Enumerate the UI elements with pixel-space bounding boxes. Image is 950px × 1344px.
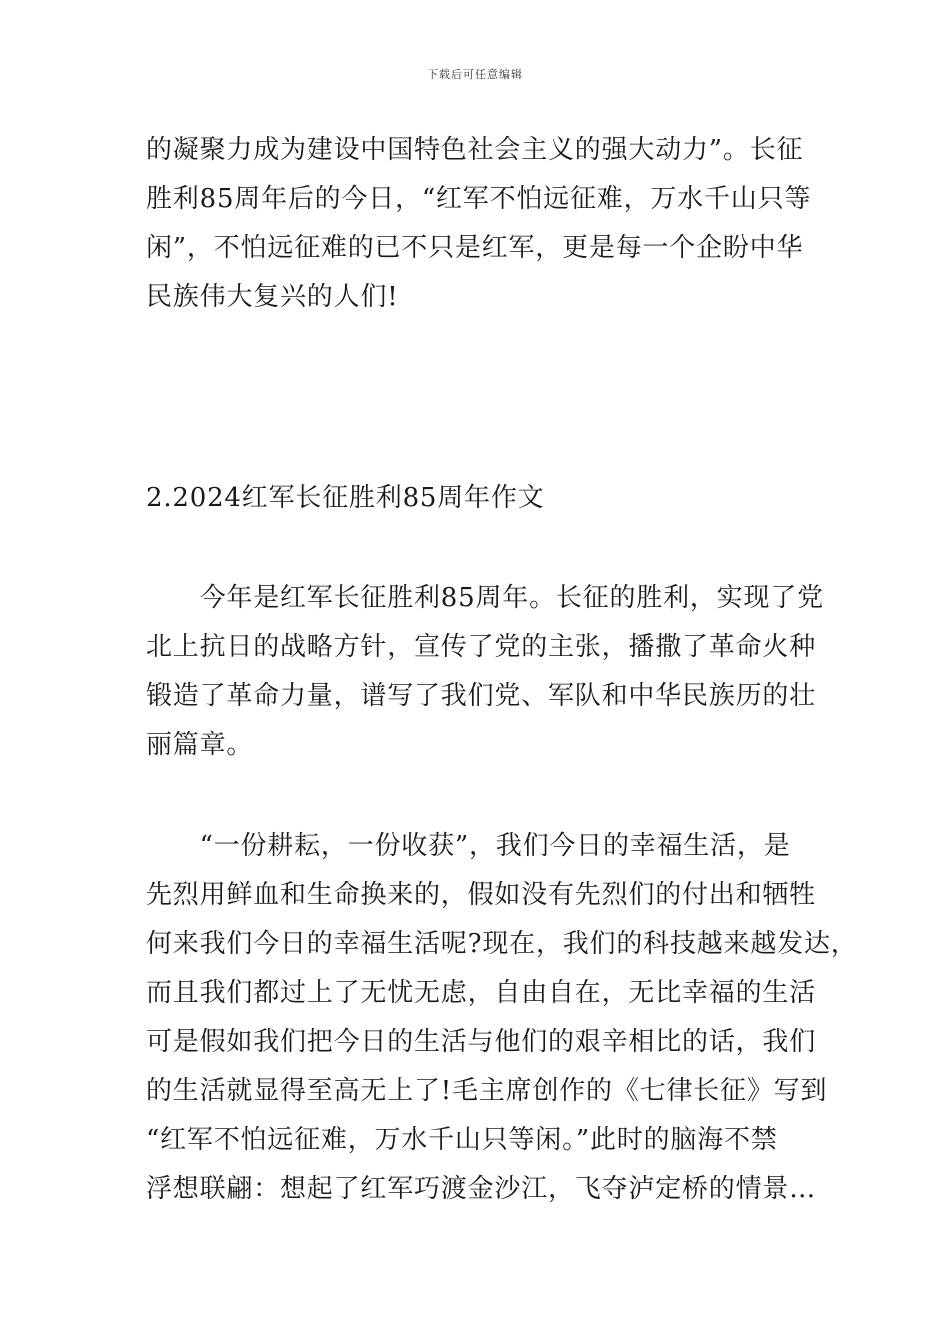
- paragraph-3-line-6: 的生活就显得至高无上了!毛主席创作的《七律长征》写到: [146, 1076, 828, 1106]
- paragraph-1-line-3: 闲”，不怕远征难的已不只是红军，更是每一个企盼中华: [146, 233, 804, 263]
- paragraph-2-line-4: 丽篇章。: [146, 730, 254, 760]
- section-heading: 2.2024红军长征胜利85周年作文: [146, 483, 545, 513]
- paragraph-1-line-4: 民族伟大复兴的人们!: [146, 282, 399, 312]
- paragraph-2-line-2: 北上抗日的战略方针，宣传了党的主张，播撒了革命火种: [146, 632, 817, 662]
- paragraph-3-line-3: 何来我们今日的幸福生活呢?现在，我们的科技越来越发达，: [146, 929, 858, 959]
- paragraph-3-line-5: 可是假如我们把今日的生活与他们的艰辛相比的话，我们: [146, 1027, 817, 1057]
- paragraph-2-line-3: 锻造了革命力量，谱写了我们党、军队和中华民族历的壮: [146, 681, 817, 711]
- paragraph-1-line-2: 胜利85周年后的今日，“红军不怕远征难，万水千山只等: [146, 184, 812, 214]
- paragraph-1-line-1: 的凝聚力成为建设中国特色社会主义的强大动力”。长征: [146, 135, 804, 165]
- paragraph-3-line-4: 而且我们都过上了无忧无虑，自由自在，无比幸福的生活: [146, 978, 817, 1008]
- paragraph-3-line-2: 先烈用鲜血和生命换来的，假如没有先烈们的付出和牺牲: [146, 880, 817, 910]
- paragraph-3-line-7: “红军不怕远征难，万水千山只等闲。”此时的脑海不禁: [146, 1125, 778, 1155]
- paragraph-2-line-1: 今年是红军长征胜利85周年。长征的胜利，实现了党: [146, 583, 824, 613]
- paragraph-3-line-8: 浮想联翩：想起了红军巧渡金沙江，飞夺泸定桥的情景…: [146, 1174, 817, 1204]
- page-header: 下载后可任意编辑: [427, 68, 523, 81]
- paragraph-3-line-1: “一份耕耘，一份收获”，我们今日的幸福生活，是: [146, 831, 791, 861]
